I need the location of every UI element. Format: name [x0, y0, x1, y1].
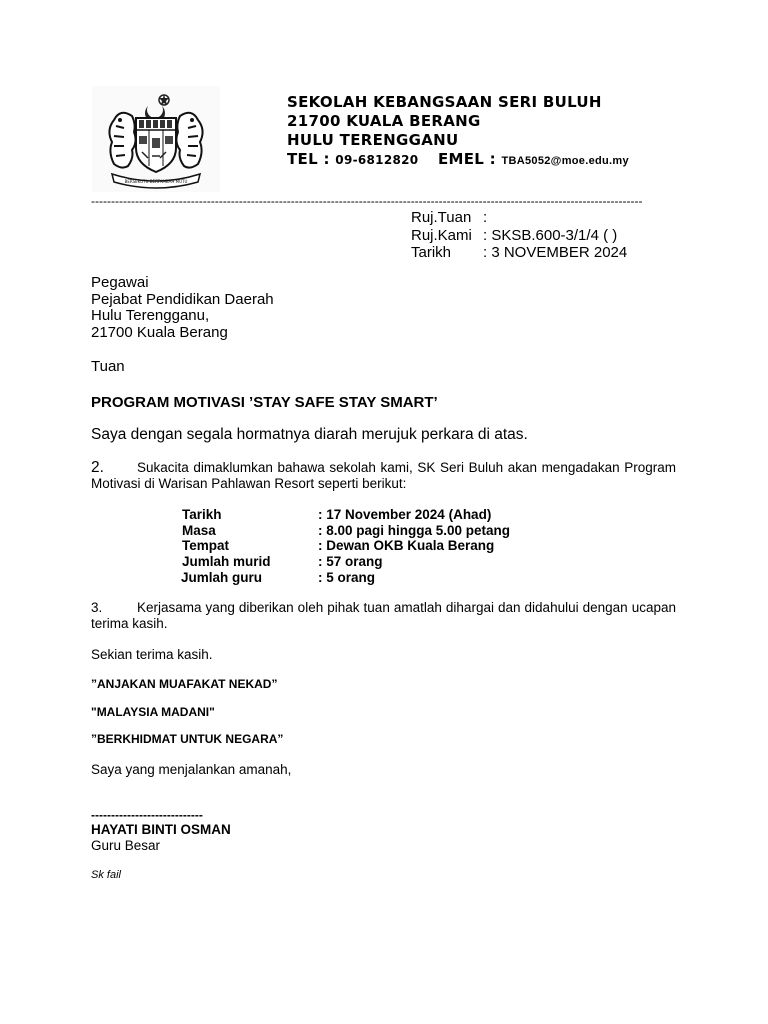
ref-label: Ruj.Kami — [411, 226, 472, 244]
detail-row — [182, 523, 510, 539]
ref-row — [411, 227, 627, 245]
paragraph-text: Sukacita dimaklumkan bahawa sekolah kami, SK Seri Buluh akan mengadakan Program Motivasi di Warisan Pahlawan Resort seperti berikut: — [91, 460, 676, 491]
paragraph-3 — [91, 600, 676, 632]
ref-label: Ruj.Tuan — [411, 209, 472, 226]
ref-value: : — [483, 209, 488, 226]
ref-label: Tarikh — [411, 244, 452, 261]
recipient-line: 21700 Kuala Berang — [91, 323, 228, 341]
ref-value: : SKSB.600-3/1/4 ( ) — [483, 226, 618, 244]
detail-value: : 5 orang — [318, 569, 376, 585]
carbon-copy-note: Sk fail — [91, 869, 121, 881]
contact-line — [287, 150, 629, 171]
signatory-name: HAYATI BINTI OSMAN — [91, 822, 231, 837]
detail-label: Tempat — [182, 538, 230, 554]
tel-value: 09-6812820 — [335, 153, 419, 167]
slogan: ”ANJAKAN MUAFAKAT NEKAD” — [91, 677, 278, 691]
email-value: TBA5052@moe.edu.my — [501, 155, 629, 167]
detail-row — [182, 507, 510, 523]
slogan: "MALAYSIA MADANI" — [91, 705, 215, 719]
detail-value: : 17 November 2024 (Ahad) — [318, 507, 492, 522]
recipient-line: Pejabat Pendidikan Daerah — [91, 290, 274, 308]
header-divider: ------------------------------------------------------------------------------------------------------------------------------------------ — [91, 195, 643, 207]
school-name: SEKOLAH KEBANGSAAN SERI BULUH — [287, 93, 602, 111]
event-details — [182, 507, 510, 586]
detail-row — [181, 570, 510, 586]
address-line-2: HULU TERENGGANU — [287, 131, 459, 149]
detail-label: Tarikh — [182, 507, 222, 522]
email-label: EMEL : — [437, 150, 496, 168]
detail-row — [182, 554, 510, 570]
recipient-line: Hulu Terengganu, — [91, 307, 210, 324]
intro-sentence: Saya dengan segala hormatnya diarah merujuk perkara di atas. — [91, 426, 528, 443]
detail-value: : 57 orang — [318, 554, 383, 570]
signature-line: ---------------------------- — [91, 808, 203, 822]
address-line-1: 21700 KUALA BERANG — [287, 112, 481, 130]
closing-thanks: Sekian terima kasih. — [91, 647, 213, 662]
recipient-address — [91, 275, 274, 341]
paragraph-number: 2. — [91, 459, 104, 476]
ref-row — [411, 209, 627, 227]
detail-label: Jumlah guru — [181, 569, 263, 585]
ref-row — [411, 244, 627, 262]
reference-block — [411, 209, 627, 262]
detail-label: Jumlah murid — [182, 554, 271, 570]
detail-value: : Dewan OKB Kuala Berang — [318, 538, 495, 554]
paragraph-text: Kerjasama yang diberikan oleh pihak tuan amatlah dihargai dan didahului dengan ucapan terima kasih. — [91, 600, 676, 631]
detail-label: Masa — [182, 522, 216, 538]
paragraph-number: 3. — [91, 600, 103, 615]
letterhead — [287, 93, 629, 171]
salutation: Tuan — [91, 358, 125, 375]
tel-label: TEL : — [287, 150, 330, 168]
trust-line: Saya yang menjalankan amanah, — [91, 762, 292, 777]
slogan: ”BERKHIDMAT UNTUK NEGARA” — [91, 732, 284, 746]
recipient-line: Pegawai — [91, 274, 149, 291]
letter-subject: PROGRAM MOTIVASI ’STAY SAFE STAY SMART’ — [91, 394, 438, 411]
paragraph-2 — [91, 460, 676, 492]
signatory-role: Guru Besar — [91, 838, 161, 853]
detail-value: : 8.00 pagi hingga 5.00 petang — [318, 522, 511, 538]
ref-value: : 3 NOVEMBER 2024 — [483, 244, 628, 261]
coat-of-arms-logo — [92, 86, 220, 192]
detail-row — [182, 538, 510, 554]
crest-motto: BERSEKUTU BERTAMBAH MUTU — [124, 179, 188, 184]
